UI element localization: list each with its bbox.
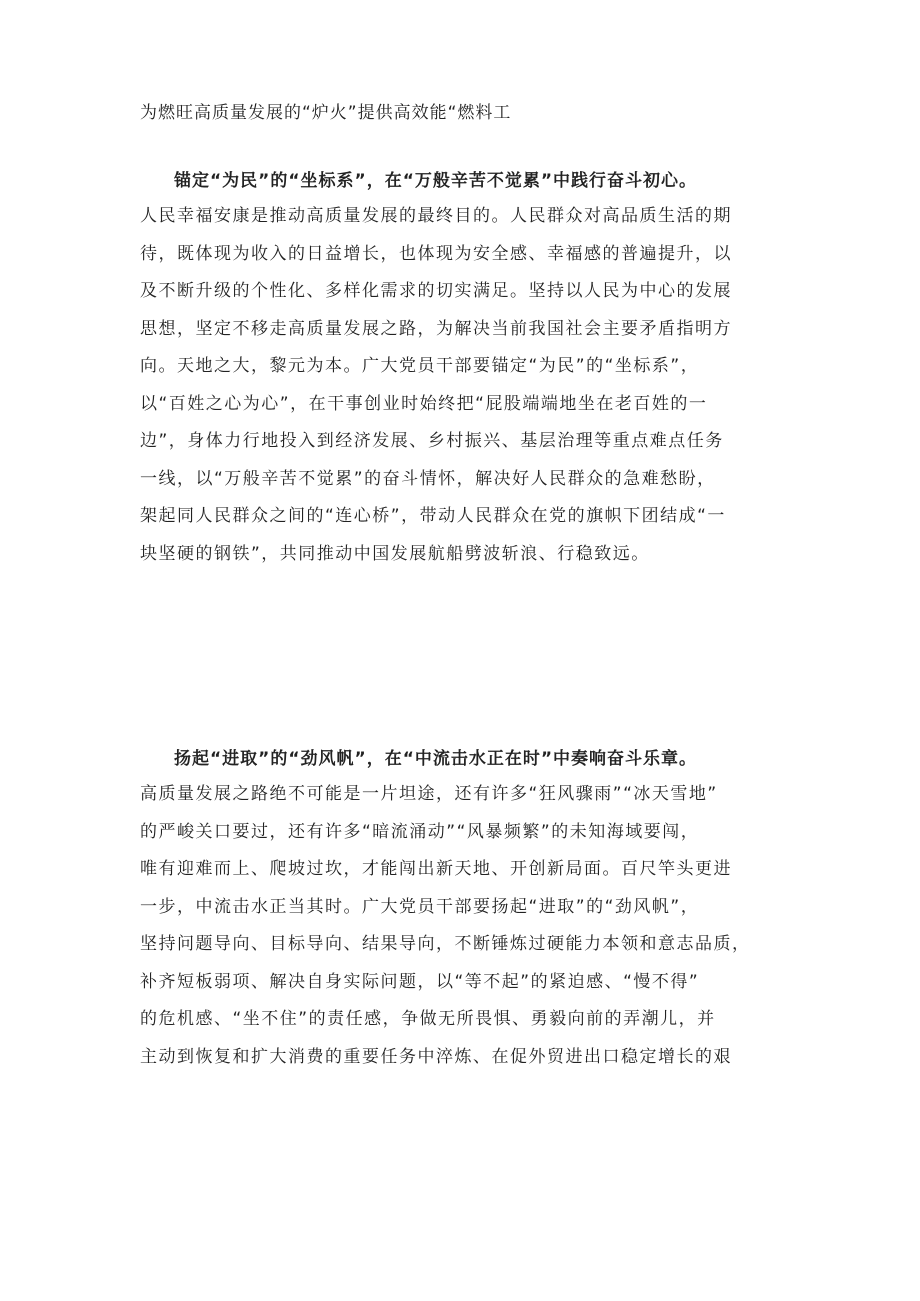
body-line: 向。天地之大，黎元为本。广大党员干部要锚定“为民”的“坐标系”，	[140, 356, 700, 376]
document-title: 为燃旺高质量发展的“炉火”提供高效能“燃料工	[140, 103, 512, 123]
body-line: 架起同人民群众之间的“连心桥”，带动人民群众在党的旗帜下团结成“一	[140, 506, 726, 526]
body-line: 边”，身体力行地投入到经济发展、乡村振兴、基层治理等重点难点任务	[140, 431, 724, 451]
section-2	[0, 744, 920, 1076]
body-line: 主动到恢复和扩大消费的重要任务中淬炼、在促外贸进出口稳定增长的艰	[140, 1046, 732, 1067]
body-line: 高质量发展之路绝不可能是一片坦途，还有许多“狂风骤雨”“冰天雪地”	[140, 784, 718, 804]
body-line: 一步，中流击水正当其时。广大党员干部要扬起“进取”的“劲风帆”，	[140, 896, 700, 917]
body-line: 的严峻关口要过，还有许多“暗流涌动”“风暴频繁”的未知海域要闯，	[140, 821, 700, 842]
body-line: 待，既体现为收入的日益增长，也体现为安全感、幸福感的普遍提升，以	[140, 243, 732, 264]
section-body	[0, 776, 920, 1076]
body-line: 一线，以“万般辛苦不觉累”的奋斗情怀，解决好人民群众的急难愁盼，	[140, 468, 716, 489]
body-line: 人民幸福安康是推动高质量发展的最终目的。人民群众对高品质生活的期	[140, 206, 732, 226]
body-line: 坚持问题导向、目标导向、结果导向，不断锤炼过硬能力本领和意志品质，	[140, 934, 751, 954]
body-line: 补齐短板弱项、解决自身实际问题，以“等不起”的紧迫感、“慢不得”	[140, 971, 700, 992]
body-line: 块坚硬的钢铁”，共同推动中国发展航船劈波斩浪、行稳致远。	[140, 543, 650, 564]
section-1	[0, 166, 920, 573]
body-line: 唯有迎难而上、爬坡过坎，才能闯出新天地、开创新局面。百尺竿头更进	[140, 859, 732, 879]
section-heading: 扬起“进取”的“劲风帆”，在“中流击水正在时”中奏响奋斗乐章。	[174, 749, 698, 769]
body-line: 及不断升级的个性化、多样化需求的切实满足。坚持以人民为中心的发展	[140, 281, 732, 301]
section-body	[0, 198, 920, 573]
body-line: 的危机感、“坐不住”的责任感，争做无所畏惧、勇毅向前的弄潮儿，并	[140, 1009, 716, 1029]
body-line: 以“百姓之心为心”，在干事创业时始终把“屁股端端地坐在老百姓的一	[140, 393, 708, 414]
body-line: 思想，坚定不移走高质量发展之路，为解决当前我国社会主要矛盾指明方	[140, 318, 732, 339]
section-heading: 锚定“为民”的“坐标系”，在“万般辛苦不觉累”中践行奋斗初心。	[174, 171, 698, 191]
